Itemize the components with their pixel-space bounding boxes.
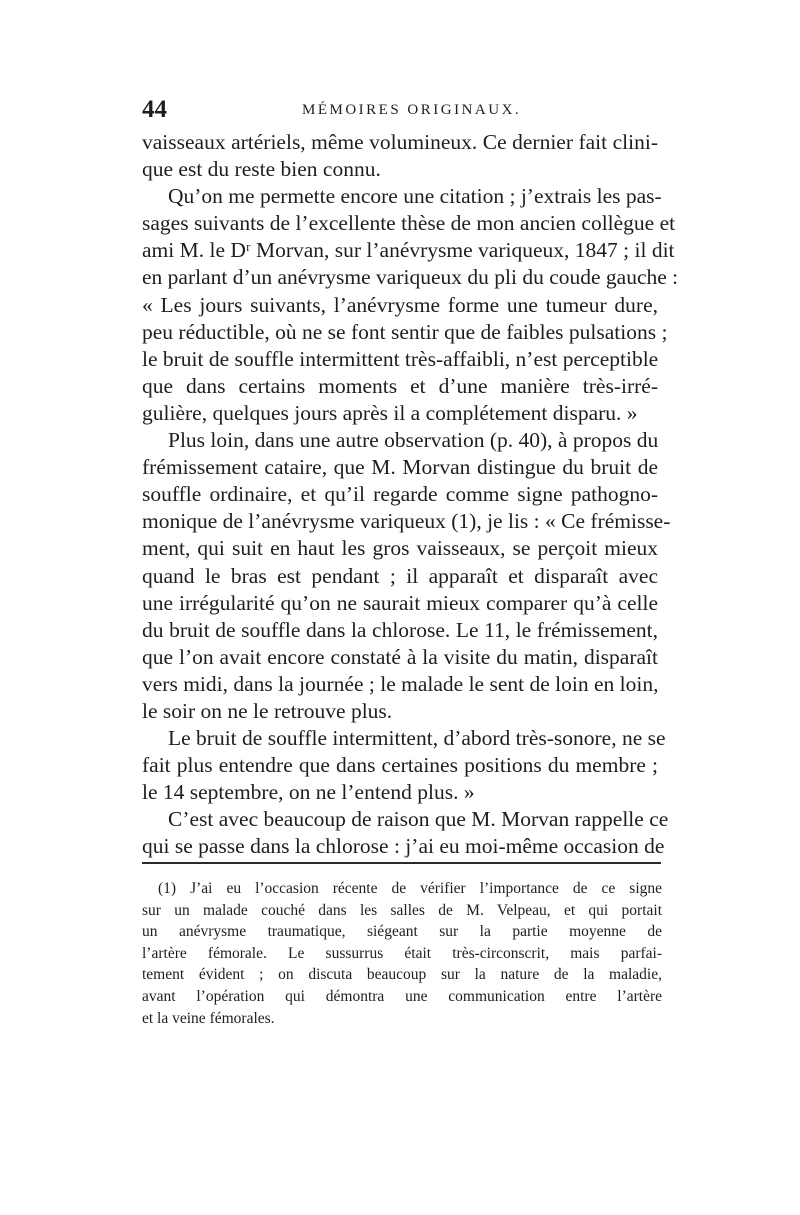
- page-header: [142, 96, 662, 128]
- body-line: en parlant d’un anévrysme variqueux du pli du coude gauche :: [142, 265, 679, 290]
- body-line: du bruit de souffle dans la chlorose. Le 11, le frémissement,: [142, 617, 658, 642]
- body-line: qui se passe dans la chlorose : j’ai eu moi-même occasion de: [142, 834, 665, 859]
- body-text: [142, 129, 679, 861]
- body-line: fait plus entendre que dans certaines positions du membre ;: [142, 753, 658, 778]
- body-line: Plus loin, dans une autre observation (p. 40), à propos du: [168, 428, 659, 453]
- body-line: souffle ordinaire, et qu’il regarde comme signe pathogno-: [142, 482, 658, 507]
- body-line: que est du reste bien connu.: [142, 157, 381, 182]
- footnote-line: un anévrysme traumatique, siégeant sur la partie moyenne de: [142, 923, 662, 941]
- body-line: Qu’on me permette encore une citation ; j’extrais les pas-: [168, 184, 662, 209]
- body-line: vaisseaux artériels, même volumineux. Ce dernier fait clini-: [142, 130, 658, 154]
- body-line: frémissement cataire, que M. Morvan distingue du bruit de: [142, 455, 658, 480]
- body-line: « Les jours suivants, l’anévrysme forme une tumeur dure,: [142, 292, 658, 317]
- footnote-line: et la veine fémorales.: [142, 1009, 275, 1027]
- body-line: ment, qui suit en haut les gros vaisseaux, se perçoit mieux: [142, 536, 658, 561]
- body-line: que l’on avait encore constaté à la visite du matin, disparaît: [142, 644, 658, 669]
- body-line: sages suivants de l’excellente thèse de mon ancien collègue et: [142, 211, 676, 236]
- footnote: [142, 878, 662, 1029]
- body-line: le soir on ne le retrouve plus.: [142, 698, 393, 723]
- body-line: ami M. le Dʳ Morvan, sur l’anévrysme variqueux, 1847 ; il dit: [142, 238, 675, 263]
- footnote-line: sur un malade couché dans les salles de M. Velpeau, et qui portait: [142, 901, 662, 919]
- footnote-line: (1) J’ai eu l’occasion récente de vérifier l’importance de ce signe: [158, 880, 662, 897]
- body-line: C’est avec beaucoup de raison que M. Morvan rappelle ce: [168, 807, 669, 832]
- footnote-line: l’artère fémorale. Le sussurrus était très-circonscrit, mais parfai-: [142, 944, 662, 962]
- body-line: monique de l’anévrysme variqueux (1), je lis : « Ce frémisse-: [142, 509, 671, 534]
- body-line: que dans certains moments et d’une manière très-irré-: [142, 373, 658, 398]
- footnote-line: tement évident ; on discuta beaucoup sur la nature de la maladie,: [142, 966, 662, 984]
- body-line: vers midi, dans la journée ; le malade le sent de loin en loin,: [142, 671, 659, 696]
- body-line: Le bruit de souffle intermittent, d’abord très-sonore, ne se: [168, 726, 666, 751]
- page-number: 44: [142, 96, 167, 123]
- running-title: MÉMOIRES ORIGINAUX.: [302, 102, 522, 118]
- body-line: peu réductible, où ne se font sentir que de faibles pulsations ;: [142, 319, 668, 344]
- body-line: le bruit de souffle intermittent très-affaibli, n’est perceptible: [142, 346, 659, 371]
- footnote-line: avant l’opération qui démontra une communication entre l’artère: [142, 987, 662, 1005]
- body-line: une irrégularité qu’on ne saurait mieux comparer qu’à celle: [142, 590, 658, 615]
- body-line: gulière, quelques jours après il a complétement disparu. »: [142, 400, 638, 425]
- body-line: le 14 septembre, on ne l’entend plus. »: [142, 780, 475, 805]
- footnote-divider: [142, 862, 661, 864]
- body-line: quand le bras est pendant ; il apparaît et disparaît avec: [142, 563, 658, 588]
